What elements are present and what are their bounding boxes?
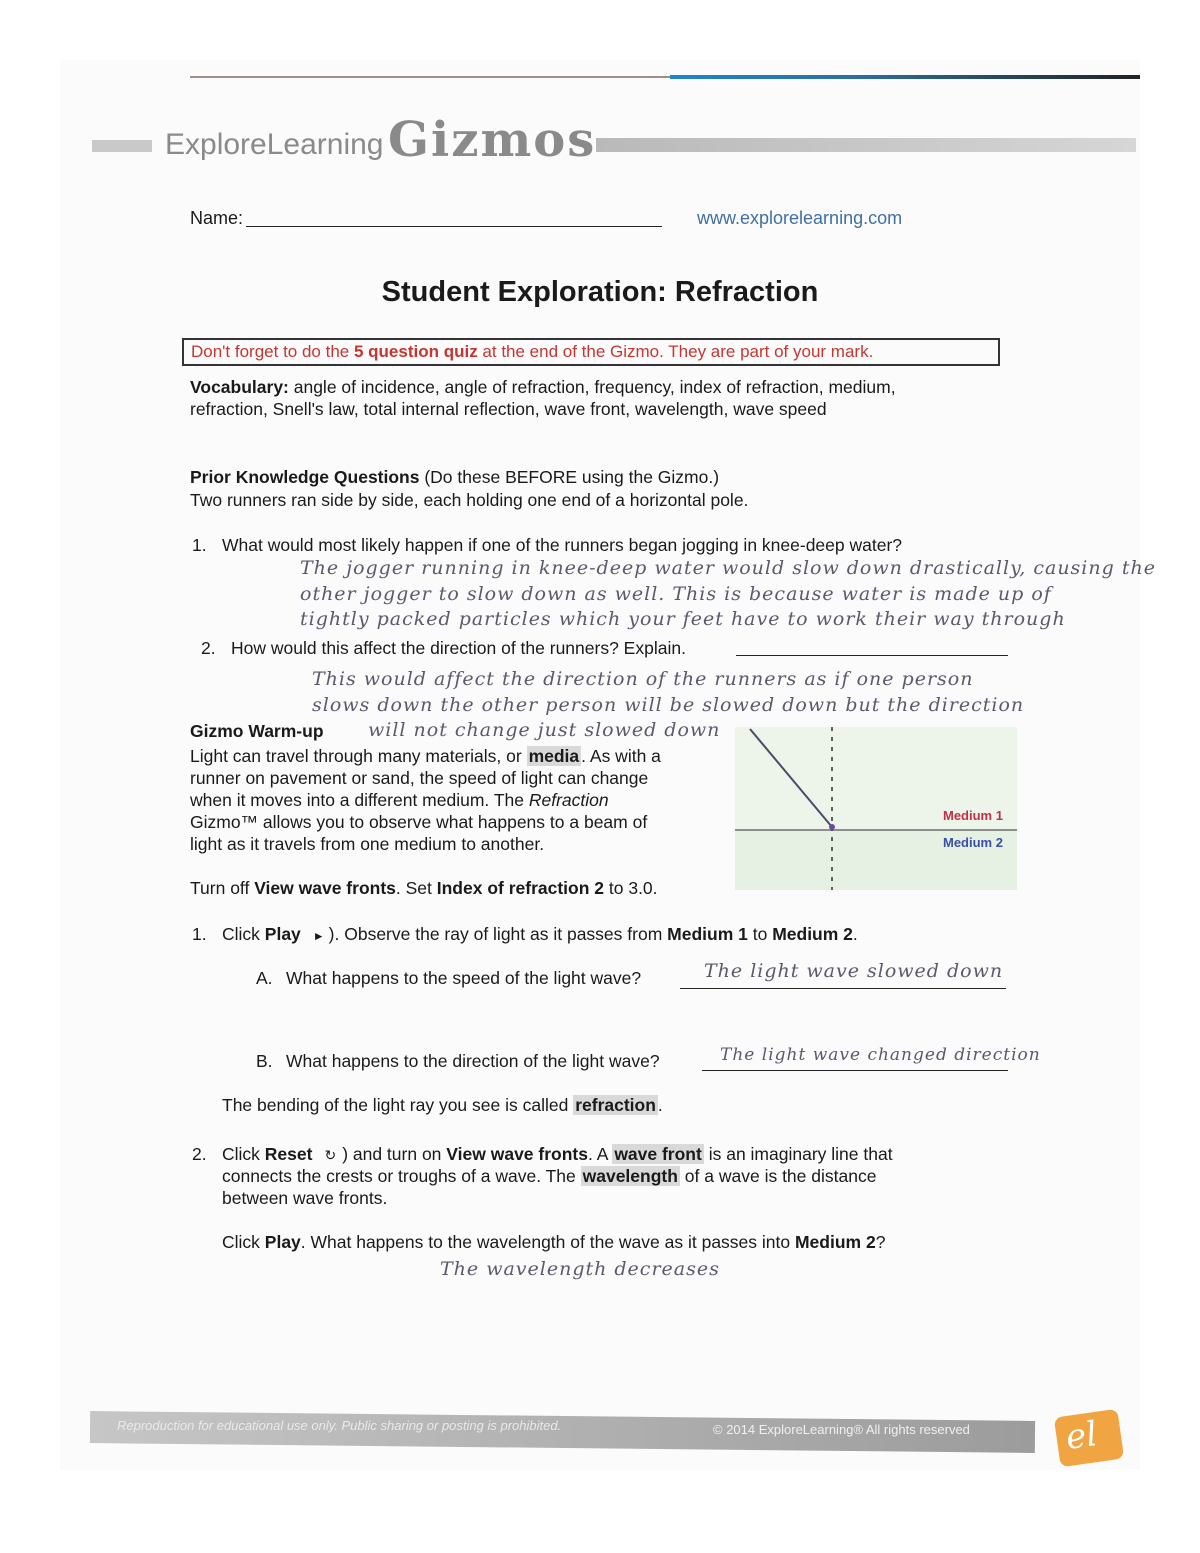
- question-a: What happens to the speed of the light wave?: [286, 968, 642, 988]
- website-url: www.explorelearning.com: [697, 208, 903, 228]
- question-b-label: B.: [256, 1051, 273, 1071]
- footer-copyright: © 2014 ExploreLearning® All rights reserved: [713, 1422, 970, 1437]
- play-icon: ►: [312, 929, 325, 943]
- warmup-instruction: Turn off View wave fronts. Set Index of refraction 2 to 3.0.: [190, 878, 658, 898]
- prior-knowledge-heading: Prior Knowledge Questions (Do these BEFORE using the Gizmo.): [190, 467, 720, 487]
- reset-icon: ↻: [324, 1147, 337, 1163]
- warmup-text-1: Light can travel through many materials, or media . As with a: [190, 746, 661, 766]
- question-number: 2.: [201, 638, 216, 658]
- prior-question-1: What would most likely happen if one of the runners began jogging in knee-deep water?: [222, 535, 903, 555]
- activity-question-2-line-2: connects the crests or troughs of a wave. The wavelength of a wave is the distance: [222, 1166, 877, 1186]
- vocabulary-line-2: refraction, Snell's law, total internal reflection, wave front, wavelength, wave speed: [190, 399, 827, 419]
- answer-line[interactable]: [702, 1070, 1008, 1071]
- handwritten-answer-wavelength: The wavelength decreases: [440, 1258, 720, 1280]
- quiz-notice-text: Don't forget to do the 5 question quiz at the end of the Gizmo. They are part of your mark.: [191, 342, 874, 361]
- top-edge-accent: [670, 75, 1140, 79]
- handwritten-answer-b: The light wave changed direction: [720, 1045, 1041, 1065]
- ray-point: [829, 824, 835, 830]
- top-edge-line: [190, 76, 670, 78]
- activity-question-2-line-3: between wave fronts.: [222, 1188, 388, 1208]
- wavelength-question: Click Play. What happens to the wavelength of the wave as it passes into Medium 2?: [222, 1232, 886, 1252]
- handwritten-answer-2-line-2: slows down the other person will be slowed down but the direction: [312, 694, 1025, 716]
- footer-reproduction-note: Reproduction for educational use only. Public sharing or posting is prohibited.: [117, 1418, 562, 1433]
- prior-question-2: How would this affect the direction of the runners? Explain.: [231, 638, 686, 658]
- brand-explorelearning: ExploreLearning: [165, 128, 384, 161]
- warmup-text-5: light as it travels from one medium to another.: [190, 834, 545, 854]
- explorelearning-logo-text: el: [1063, 1414, 1100, 1458]
- question-number: 2.: [192, 1144, 207, 1164]
- question-b: What happens to the direction of the light wave?: [286, 1051, 660, 1071]
- question-a-label: A.: [256, 968, 273, 988]
- bending-statement: The bending of the light ray you see is called refraction .: [222, 1095, 663, 1115]
- warmup-heading: Gizmo Warm-up: [190, 721, 324, 741]
- handwritten-answer-1-line-1: The jogger running in knee-deep water would slow down drastically, causing the: [300, 557, 1156, 579]
- warmup-text-2: runner on pavement or sand, the speed of light can change: [190, 768, 649, 788]
- handwritten-answer-1-line-2: other jogger to slow down as well. This is because water is made up of: [300, 583, 1052, 605]
- medium-1-label: Medium 1: [943, 808, 1003, 823]
- handwritten-answer-2-line-3: will not change just slowed down: [368, 719, 721, 741]
- header-bar-left: [92, 140, 152, 152]
- name-field-line[interactable]: [246, 226, 662, 227]
- activity-question-1: Click Play ► ). Observe the ray of light as it passes from Medium 1 to Medium 2.: [222, 924, 858, 944]
- header-bar-right: [596, 138, 1136, 152]
- handwritten-answer-2-line-1: This would affect the direction of the runners as if one person: [312, 668, 974, 690]
- handwritten-answer-a: The light wave slowed down: [704, 960, 1004, 982]
- brand-gizmos: Gizmos: [388, 112, 597, 168]
- medium-2-label: Medium 2: [943, 835, 1003, 850]
- prior-knowledge-intro: Two runners ran side by side, each holding one end of a horizontal pole.: [190, 490, 749, 510]
- activity-question-2-line-1: Click Reset ↻ ) and turn on View wave fronts. A wave front is an imaginary line that: [222, 1144, 893, 1164]
- warmup-text-4: Gizmo™ allows you to observe what happens to a beam of: [190, 812, 648, 832]
- answer-line[interactable]: [736, 655, 1008, 656]
- question-number: 1.: [192, 924, 207, 944]
- warmup-text-3: when it moves into a different medium. The Refraction: [190, 790, 609, 810]
- question-number: 1.: [192, 535, 207, 555]
- name-label: Name:: [190, 208, 244, 228]
- page-title: Student Exploration: Refraction: [381, 276, 819, 308]
- answer-line[interactable]: [680, 988, 1006, 989]
- handwritten-answer-1-line-3: tightly packed particles which your feet have to work their way through: [300, 608, 1066, 630]
- vocabulary-line-1: Vocabulary: angle of incidence, angle of refraction, frequency, index of refraction, medium,: [190, 377, 896, 397]
